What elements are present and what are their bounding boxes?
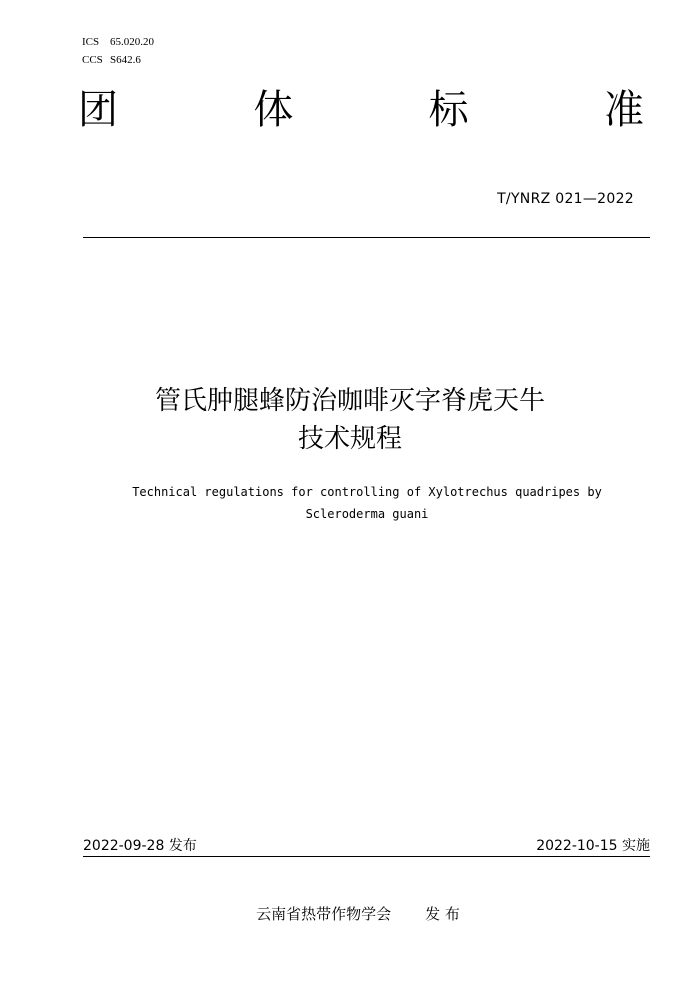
publisher-line — [0, 903, 700, 924]
release-date: 2022-09-28 发布 — [83, 838, 197, 854]
standard-number: T/YNRZ 021—2022 — [497, 191, 634, 207]
header-divider — [83, 237, 650, 238]
ics-label: ICS — [82, 36, 100, 48]
english-title-line-2: Scleroderma guani — [305, 507, 429, 521]
implementation-date: 2022-10-15 实施 — [536, 838, 650, 854]
chinese-title-line-2: 技术规程 — [297, 424, 402, 454]
ccs-line — [82, 51, 154, 69]
publisher-org: 云南省热带作物学会 — [256, 905, 392, 923]
english-title-line-1: Technical regulations for controlling of Xylotrechus quadripes by — [132, 485, 602, 499]
ics-code: 65.020.20 — [110, 36, 154, 48]
publisher-action: 发 布 — [425, 905, 460, 923]
heading-char-2: 体 — [253, 87, 294, 133]
document-type-heading — [78, 84, 644, 136]
classification-block — [82, 33, 154, 69]
ccs-label: CCS — [82, 54, 103, 66]
ccs-code: S642.6 — [110, 54, 141, 66]
heading-char-3: 标 — [428, 87, 469, 133]
chinese-title-line-1: 管氏肿腿蜂防治咖啡灭字脊虎天牛 — [154, 386, 545, 416]
footer-divider — [83, 856, 650, 857]
ics-line — [82, 33, 154, 51]
heading-char-1: 团 — [78, 87, 118, 133]
heading-char-4: 准 — [603, 87, 644, 133]
